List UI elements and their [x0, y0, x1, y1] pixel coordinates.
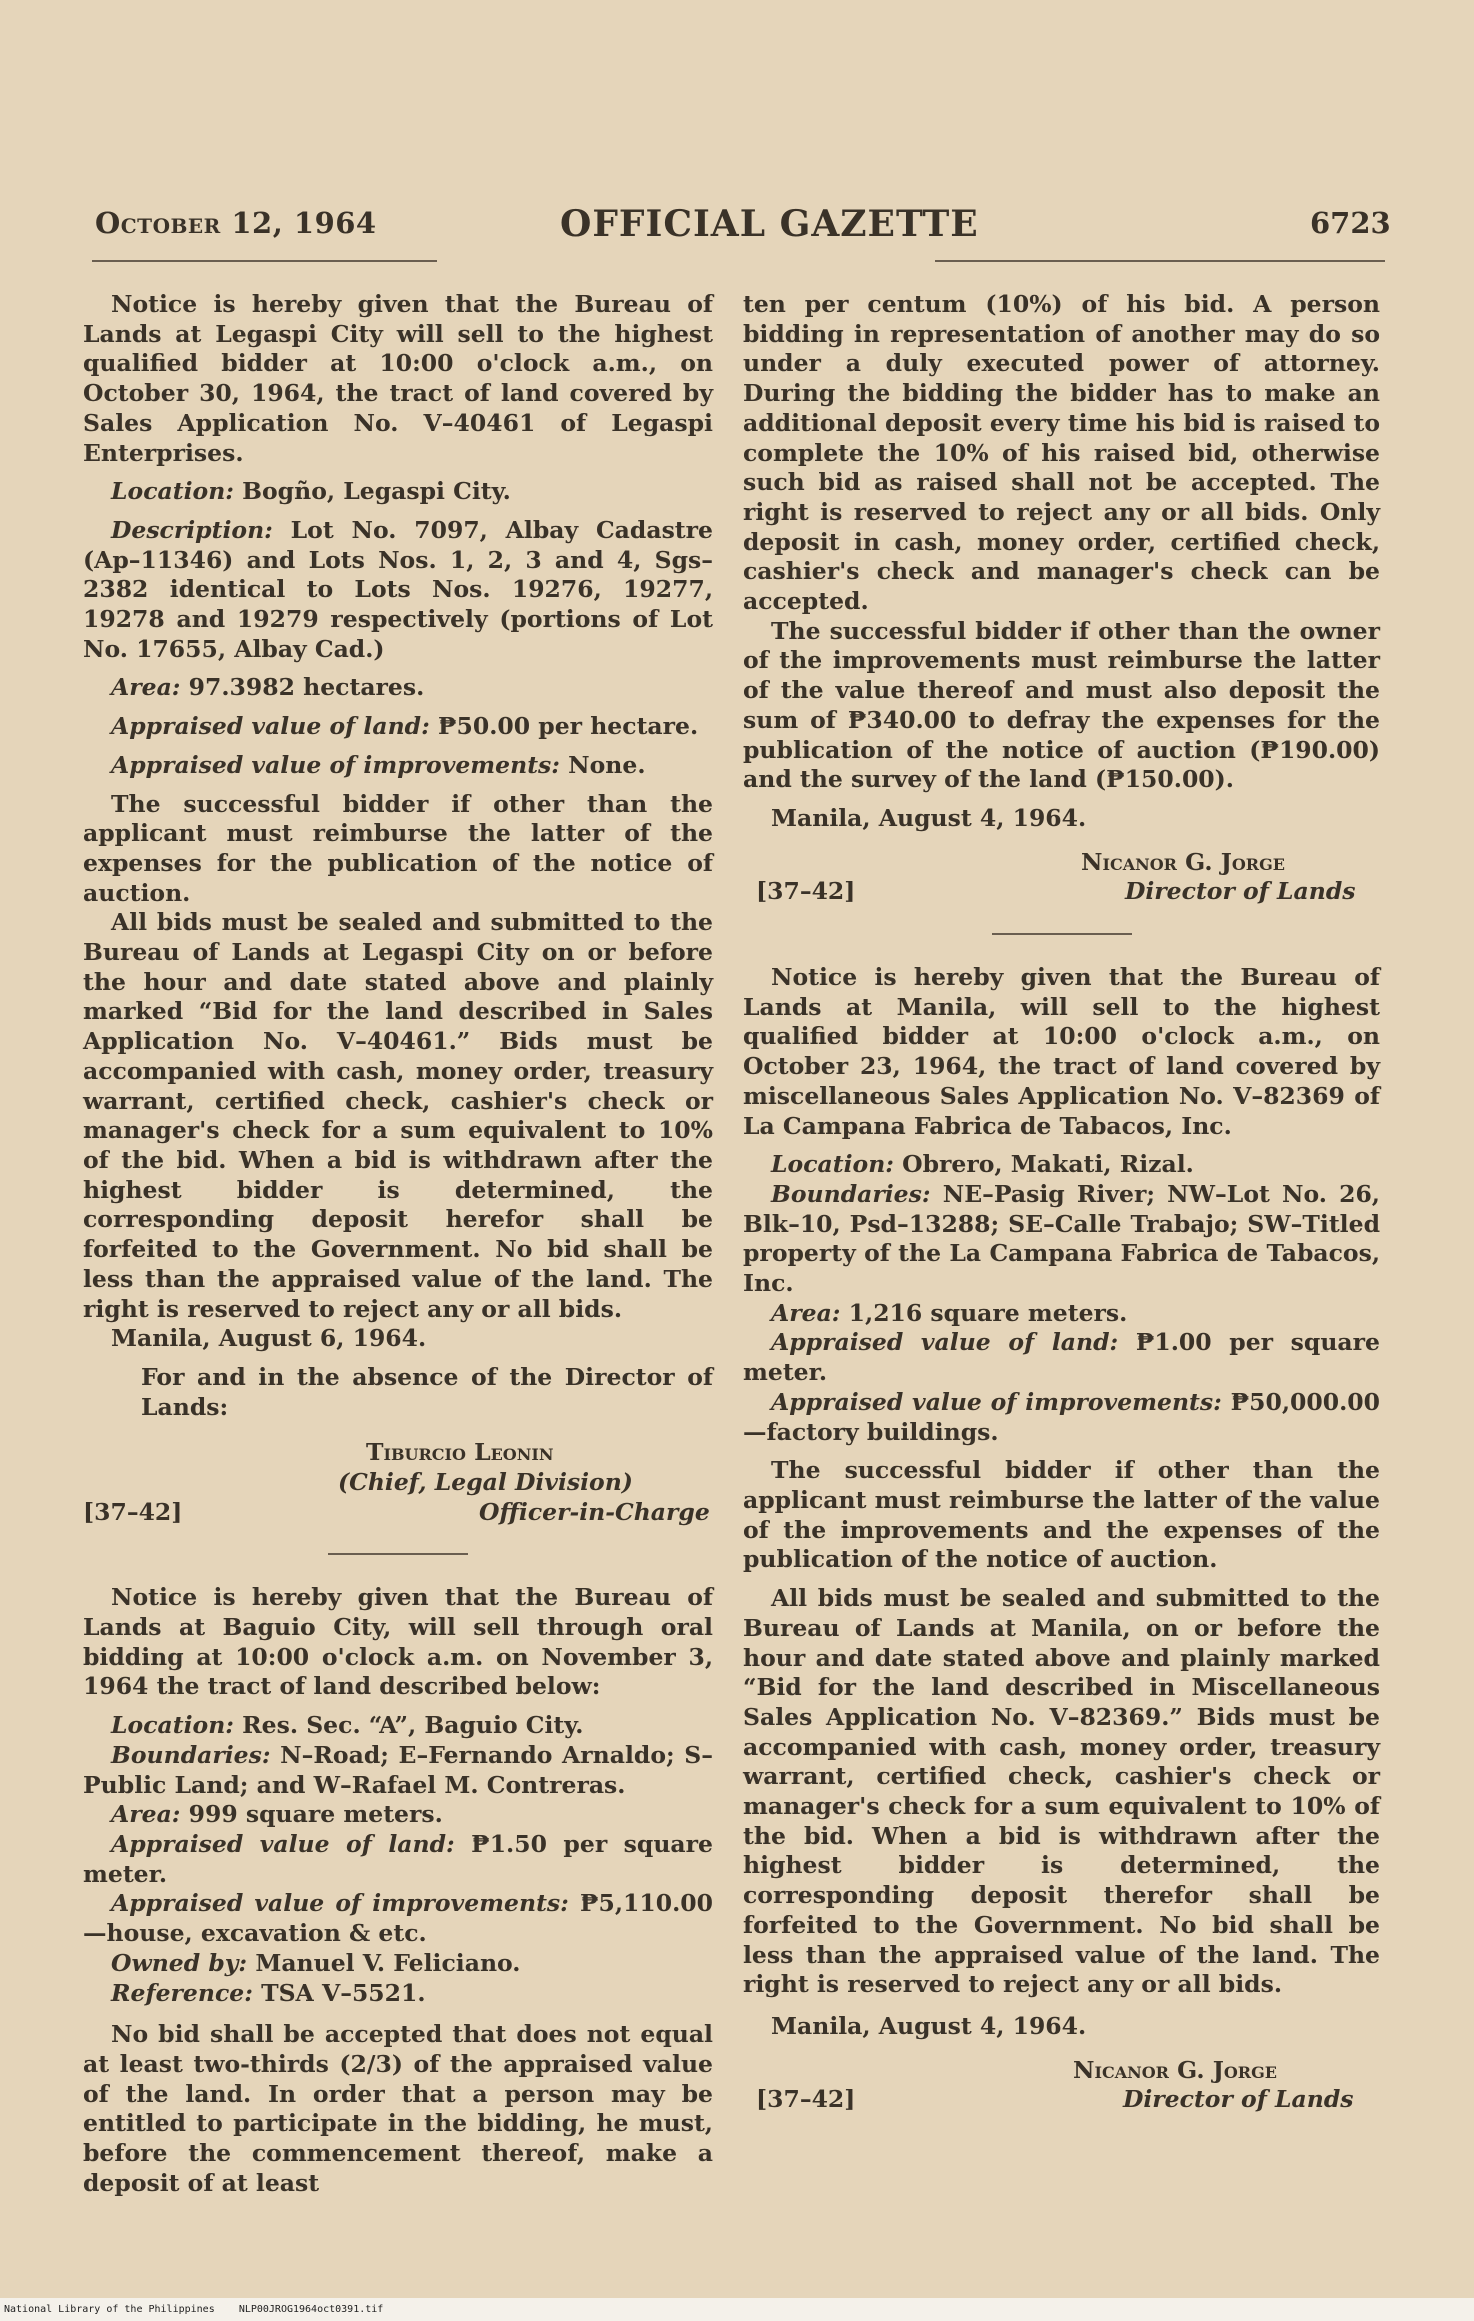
notice-reference: [37–42] — [756, 2085, 856, 2114]
notice-separator — [992, 933, 1132, 935]
notice-manila-intro: Notice is hereby given that the Bureau of Lands at Manila, will sell to the highest qualified bidder at 10:00 o'clock a.m., on October 23, 1964, the tract of land covered by miscellaneous Sales Application No. V–82369 of La Campana Fabrica de Tabacos, Inc. — [743, 963, 1380, 1140]
boundaries-label: Boundaries: — [771, 1179, 931, 1208]
notice-manila-reimburse: The successful bidder if other than the applicant must reimburse the latter of the value of the improvements and the expenses of the publication of the notice of auction. — [743, 1456, 1380, 1574]
land-value: ₱50.00 per hectare. — [437, 712, 699, 741]
signer-name: Tiburcio Leonin — [366, 1438, 554, 1467]
land-value-label: Appraised value of land: — [111, 712, 430, 741]
issue-date: October 12, 1964 — [95, 206, 377, 240]
area-value: 97.3982 hectares. — [188, 673, 425, 702]
reference-label: Reference: — [111, 1978, 253, 2007]
owned-by-value: Manuel V. Feliciano. — [255, 1948, 521, 1977]
location-value: Bogño, Legaspi City. — [242, 477, 511, 506]
page-number: 6723 — [1310, 206, 1391, 240]
notice-legaspi-ref-line — [83, 1498, 713, 1528]
header-rule-left — [92, 260, 437, 262]
improvements-value: None. — [568, 750, 646, 779]
improvements-value: ₱50,000.00—factory buildings. — [743, 1387, 1380, 1446]
library-name: National Library of the Philippines — [4, 2304, 215, 2315]
notice-baguio-ref-line — [743, 877, 1380, 907]
notice-legaspi-signer-title-line — [83, 1468, 713, 1498]
notice-baguio-boundaries — [83, 1741, 713, 1800]
improvements-label: Appraised value of improvements: — [771, 1387, 1222, 1416]
area-label: Area: — [111, 1800, 181, 1829]
reference-value: TSA V–5521. — [261, 1978, 426, 2007]
notice-manila-signer-line — [743, 2056, 1380, 2086]
land-value-label: Appraised value of land: — [771, 1328, 1119, 1357]
notice-legaspi-improvements — [83, 751, 713, 781]
improvements-value: ₱5,110.00—house, excavation & etc. — [83, 1889, 713, 1948]
notice-baguio-land-value — [83, 1830, 713, 1889]
notice-legaspi-place-date: Manila, August 6, 1964. — [111, 1324, 427, 1353]
notice-manila-land-value — [743, 1328, 1380, 1387]
notice-manila-location — [743, 1150, 1380, 1180]
signer-name: Nicanor G. Jorge — [1081, 847, 1285, 876]
boundaries-value: N–Road; E–Fernando Arnaldo; S–Public Land; and W–Rafael M. Contreras. — [83, 1740, 713, 1799]
notice-manila-ref-line — [743, 2085, 1380, 2115]
boundaries-label: Boundaries: — [111, 1740, 271, 1769]
notice-baguio-location — [83, 1711, 713, 1741]
description-value: Lot No. 7097, Albay Cadastre (Ap–11346) and Lots Nos. 1, 2, 3 and 4, Sgs–2382 identical to Lots Nos. 19276, 19277, 19278 and 19279 respectively (portions of Lot No. 17655, Albay Cad.) — [83, 515, 713, 663]
area-label: Area: — [771, 1298, 841, 1327]
notice-baguio-signer-line — [743, 848, 1380, 878]
notice-baguio-terms-continued: ten per centum (10%) of his bid. A person bidding in representation of another may do so under a duly executed power of attorney. During the bidding the bidder has to make an additional deposit every time his bid is raised to complete the 10% of his raised bid, otherwise such bid as raised shall not be accepted. The right is reserved to reject any or all bids. Only deposit in cash, money order, certified check, cashier's check and manager's check can be accepted. — [743, 290, 1380, 616]
scan-filename: NLP00JROG1964oct0391.tif — [238, 2304, 384, 2315]
notice-baguio-reference — [83, 1979, 713, 2009]
description-label: Description: — [111, 515, 273, 544]
notice-reference: [37–42] — [756, 877, 856, 906]
notice-manila-place-date: Manila, August 4, 1964. — [771, 2011, 1087, 2040]
boundaries-value: NE–Pasig River; NW–Lot No. 26, Blk–10, Psd–13288; SE–Calle Trabajo; SW–Titled property of the La Campana Fabrica de Tabacos, Inc. — [743, 1179, 1380, 1298]
notice-reference: [37–42] — [83, 1497, 183, 1526]
notice-manila-boundaries — [743, 1180, 1380, 1299]
location-label: Location: — [111, 477, 234, 506]
location-value: Res. Sec. “A”, Baguio City. — [242, 1711, 584, 1740]
notice-baguio-area — [83, 1800, 713, 1830]
notice-baguio-terms: No bid shall be accepted that does not equal at least two-thirds (2/3) of the appraised value of the land. In order that a person may be entitled to participate in the bidding, he must, before the commencement thereof, make a deposit of at least — [83, 2020, 713, 2197]
land-value: ₱1.50 per square meter. — [83, 1830, 713, 1888]
notice-legaspi-absence: For and in the absence of the Director of Lands: — [141, 1362, 713, 1421]
notice-baguio-intro: Notice is hereby given that the Bureau of Lands at Baguio City, will sell through oral bidding at 10:00 o'clock a.m. on November 3, 1964 the tract of land described below: — [83, 1583, 713, 1701]
notice-legaspi-location — [83, 477, 713, 507]
notice-legaspi-description — [83, 516, 713, 665]
notice-manila-area — [743, 1299, 1380, 1329]
notice-legaspi-land-value — [83, 712, 713, 742]
notice-baguio-owner — [83, 1949, 713, 1979]
signer-title: (Chief, Legal Division) — [338, 1468, 633, 1496]
notice-legaspi-reimburse: The successful bidder if other than the applicant must reimburse the latter of the expenses for the publication of the notice of auction. — [83, 789, 713, 907]
officer-title: Officer-in-Charge — [479, 1497, 710, 1526]
location-label: Location: — [111, 1711, 234, 1740]
notice-baguio-place-date: Manila, August 4, 1964. — [771, 803, 1087, 832]
area-label: Area: — [111, 673, 181, 702]
signer-title: Director of Lands — [1125, 877, 1356, 906]
land-value-label: Appraised value of land: — [111, 1830, 455, 1858]
signer-name: Nicanor G. Jorge — [1073, 2055, 1277, 2084]
area-value: 1,216 square meters. — [848, 1298, 1128, 1327]
publication-title: OFFICIAL GAZETTE — [560, 203, 979, 245]
area-value: 999 square meters. — [188, 1800, 443, 1829]
location-label: Location: — [771, 1150, 894, 1179]
notice-legaspi-intro: Notice is hereby given that the Bureau of Lands at Legaspi City will sell to the highest qualified bidder at 10:00 o'clock a.m., on October 30, 1964, the tract of land covered by Sales Application No. V–40461 of Legaspi Enterprises. — [83, 290, 713, 467]
notice-baguio-reimburse: The successful bidder if other than the owner of the improvements must reimburse the latter of the value thereof and must also deposit the sum of ₱340.00 to defray the expenses for the publication of the notice of auction (₱190.00) and the survey of the land (₱150.00). — [743, 616, 1380, 794]
notice-legaspi-bids: All bids must be sealed and submitted to the Bureau of Lands at Legaspi City on or before the hour and date stated above and plainly marked “Bid for the land described in Sales Application No. V–40461.” Bids must be accompanied with cash, money order, treasury warrant, certified check, cashier's check or manager's check for a sum equivalent to 10% of the bid. When a bid is withdrawn after the highest bidder is determined, the corresponding deposit herefor shall be forfeited to the Government. No bid shall be less than the appraised value of the land. The right is reserved to reject any or all bids. — [83, 908, 713, 1323]
notice-separator — [328, 1553, 468, 1555]
location-value: Obrero, Makati, Rizal. — [902, 1150, 1194, 1179]
land-value: ₱1.00 per square meter. — [743, 1328, 1380, 1387]
improvements-label: Appraised value of improvements: — [111, 1889, 569, 1918]
improvements-label: Appraised value of improvements: — [111, 750, 560, 779]
notice-legaspi-area — [83, 673, 713, 703]
notice-manila-improvements — [743, 1388, 1380, 1447]
scan-footer — [4, 2304, 383, 2315]
notice-legaspi-signer-line — [83, 1438, 713, 1468]
signer-title: Director of Lands — [1123, 2085, 1354, 2114]
left-column — [83, 290, 713, 2198]
notice-baguio-improvements — [83, 1889, 713, 1948]
header-rule-right — [935, 260, 1385, 262]
owned-by-label: Owned by: — [111, 1948, 248, 1977]
right-column — [743, 290, 1380, 2115]
notice-manila-bids: All bids must be sealed and submitted to the Bureau of Lands at Manila, on or before the hour and date stated above and plainly marked “Bid for the land described in Miscellaneous Sales Application No. V–82369.” Bids must be accompanied with cash, money order, treasury warrant, certified check, cashier's check or manager's check for a sum equivalent to 10% of the bid. When a bid is withdrawn after the highest bidder is determined, the corresponding deposit therefor shall be forfeited to the Government. No bid shall be less than the appraised value of the land. The right is reserved to reject any or all bids. — [743, 1584, 1380, 1999]
